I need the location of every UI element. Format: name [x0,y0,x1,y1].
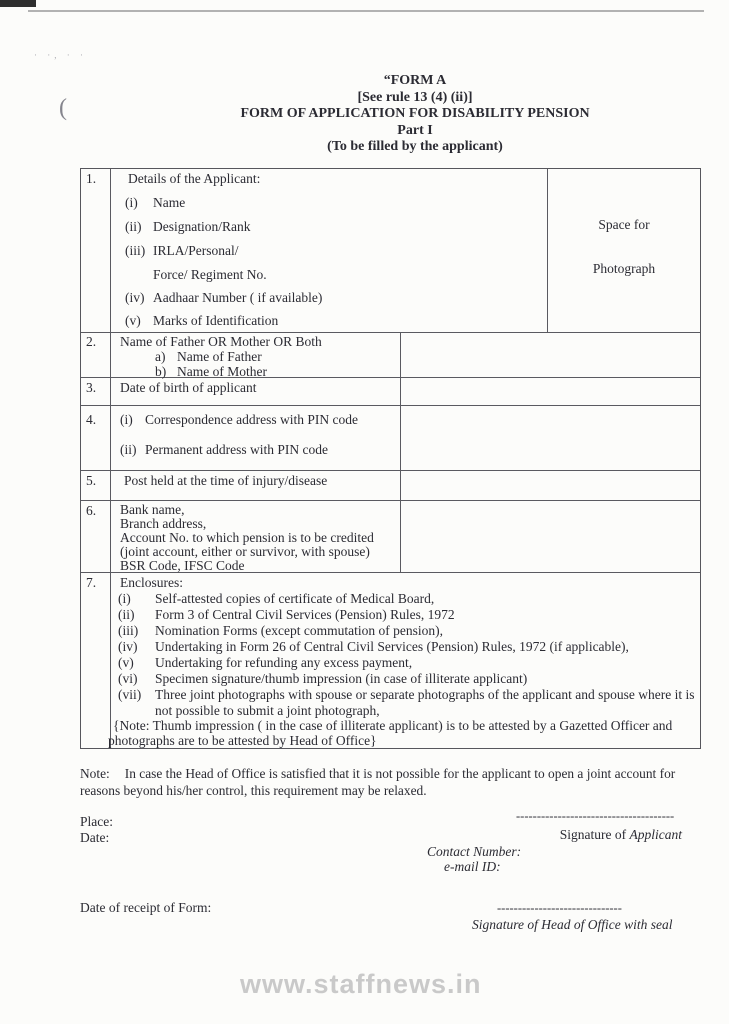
row1-item-force-regiment [125,267,267,282]
row3-number: 3. [86,380,97,395]
item-text: Undertaking for refunding any excess payment, [155,655,413,670]
row6-branch-address: Branch address, [120,516,207,531]
row1-item-aadhaar [125,290,322,305]
row4-number: 4. [86,412,97,427]
item-marker: (ii) [120,442,137,457]
scan-artifact-corner [0,0,36,7]
row7-enclosure-6 [118,671,527,686]
item-text: Designation/Rank [153,219,251,234]
date-label: Date: [80,830,110,845]
row7-enclosure-1 [118,591,434,606]
row2-item-mother [155,364,267,379]
place-label: Place: [80,814,113,829]
row4-bottom-border [81,470,700,471]
item-marker: (i) [125,195,138,210]
applicant-signature-label [516,827,682,842]
row7-number: 7. [86,575,97,590]
item-text: Form 3 of Central Civil Services (Pension) Rules, 1972 [155,607,455,622]
row7-title: Enclosures: [120,575,183,590]
row7-enclosure-7 [118,687,695,702]
row1-title: Details of the Applicant: [128,171,261,186]
row3-bottom-border [81,405,700,406]
form-header [98,73,729,156]
hoo-signature-line: ------------------------------ [497,901,622,915]
row1-item-marks [125,313,278,328]
item-text: Undertaking in Form 26 of Central Civil Services (Pension) Rules, 1972 (if applicable), [155,639,629,654]
row7-enclosure-3 [118,623,443,638]
photo-space-label-1: Space for [598,217,650,232]
row5-number: 5. [86,473,97,488]
row6-bsr-ifsc: BSR Code, IFSC Code [120,558,245,573]
number-column-divider [110,169,111,748]
row1-item-irla [125,243,239,258]
row2-item-father [155,349,262,364]
form-a-title: “FORM A [383,73,447,88]
applicant-word: Applicant [629,827,682,842]
item-marker: (v) [125,313,141,328]
item-text: Aadhaar Number ( if available) [153,290,323,305]
row7-enclosure-7-wrap [118,703,380,718]
row6-joint-account: (joint account, either or survivor, with spouse) [120,544,370,559]
footer-note-label: Note: [80,766,110,781]
row7-note-line2: photographs are to be attested by Head of Office} [108,733,377,748]
row5-bottom-border [81,500,700,501]
item-text: Name [153,195,186,210]
item-text: Correspondence address with PIN code [145,412,358,427]
item-text: IRLA/Personal/ [153,243,239,258]
item-text: Specimen signature/thumb impression (in case of illiterate applicant) [155,671,528,686]
scan-artifact-topline [28,10,704,12]
item-marker: (ii) [118,607,135,622]
photo-space-label-2: Photograph [592,261,656,276]
item-marker: (iii) [125,243,146,258]
photo-column-divider [547,169,548,332]
item-text: Nomination Forms (except commutation of pension), [155,623,443,638]
item-marker: (v) [118,655,134,670]
row6-bank-name: Bank name, [120,502,185,517]
part-label: Part I [397,122,433,138]
item-text: not possible to submit a joint photograph, [155,703,380,718]
item-marker: (iii) [118,623,139,638]
row4-item-correspondence [120,412,358,427]
row3-title: Date of birth of applicant [120,380,257,395]
row7-enclosure-4 [118,639,629,654]
row7-enclosure-5 [118,655,412,670]
row7-note-line1: {Note: Thumb impression ( in the case of illiterate applicant) is to be attested by a Gazetted Officer and [113,718,673,733]
watermark-staffnews: www.staffnews.in [240,969,482,999]
row5-title: Post held at the time of injury/disease [124,473,328,488]
item-text: Self-attested copies of certificate of Medical Board, [155,591,435,606]
footer-note-text: In case the Head of Office is satisfied that it is not possible for the applicant to open a joint account for reasons beyond his/her control, this requirement may be relaxed. [80,766,676,798]
item-text: Three joint photographs with spouse or separate photographs of the applicant and spouse where it is [155,687,695,702]
form-main-title: FORM OF APPLICATION FOR DISABILITY PENSION [240,106,590,121]
item-marker: (vi) [118,671,138,686]
contact-number-label: Contact Number: [427,844,522,859]
signature-of-text: Signature of [559,827,630,842]
item-text: Name of Mother [177,364,267,379]
applicant-signature-line: -------------------------------------- [516,809,675,823]
item-text: Marks of Identification [153,313,279,328]
item-marker: (vii) [118,687,142,702]
receipt-date-label: Date of receipt of Form: [80,900,212,915]
item-marker: a) [155,349,166,364]
item-text: Force/ Regiment No. [153,267,267,282]
scan-artifact-pencil-marks: · ·, · · [34,50,87,60]
item-marker: (ii) [125,219,142,234]
item-marker: b) [155,364,167,379]
row6-number: 6. [86,503,97,518]
fill-instruction: (To be filled by the applicant) [327,139,503,154]
row1-bottom-border [81,332,700,333]
footer-note [80,766,700,799]
email-id-label: e-mail ID: [444,859,501,874]
row4-item-permanent [120,442,328,457]
item-marker: (i) [118,591,131,606]
row1-item-designation [125,219,251,234]
rule-reference: [See rule 13 (4) (ii)] [357,89,473,105]
item-marker: (iv) [118,639,138,654]
row1-number: 1. [86,171,97,186]
row7-enclosure-2 [118,607,455,622]
value-column-divider [400,332,401,572]
hoo-signature-label: Signature of Head of Office with seal [472,917,673,932]
row1-item-name [125,195,185,210]
item-marker: (i) [120,412,133,427]
scan-artifact-paren: ( [59,95,67,121]
item-text: Permanent address with PIN code [145,442,328,457]
row2-number: 2. [86,334,97,349]
row6-account-no: Account No. to which pension is to be credited [120,530,374,545]
row2-title: Name of Father OR Mother OR Both [120,334,322,349]
item-text: Name of Father [177,349,262,364]
item-marker: (iv) [125,290,145,305]
